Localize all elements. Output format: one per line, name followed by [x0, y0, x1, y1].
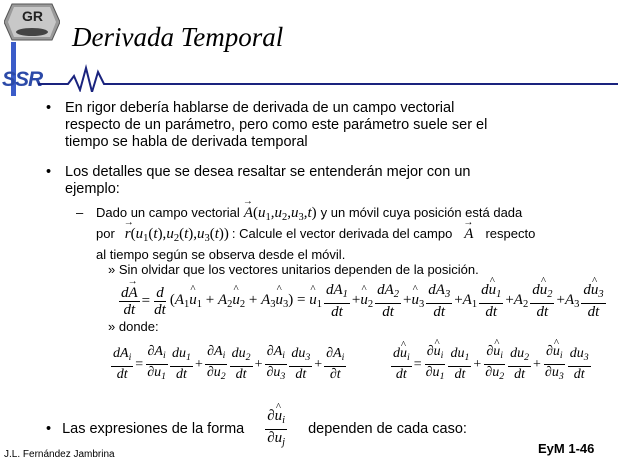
bullet-2-line: Los detalles que se desea resaltar se entenderán mejor con un — [65, 164, 471, 180]
field-symbol: → A — [464, 226, 473, 242]
bullet-3: • Las expresiones de la forma $\frac{\partial\^{} u_i}{\partial u_j}$ dependen de cada caso: — [46, 408, 467, 451]
position-expression: → $r(u_1(t),u_2(t),u_3(t))$ — [125, 226, 229, 247]
sub-line-2c: respecto — [485, 226, 536, 241]
page-title: Derivada Temporal — [72, 22, 284, 52]
note-2: » donde: — [108, 319, 159, 334]
bullet-1-line: respecto de un parámetro, pero como este parámetro suele ser el — [65, 117, 488, 133]
note-2-text: donde: — [118, 319, 159, 334]
bullet-2-line: ejemplo: — [65, 181, 120, 197]
bullet-1-line: En rigor debería hablarse de derivada de un campo vectorial — [65, 100, 455, 116]
bullet-1: • En rigor debería hablarse de derivada de un campo vectorial respecto de un parámetro, pero como este parámetro suele ser el tiempo se habla de derivada temporal — [46, 100, 488, 150]
footer-page: EyM 1-46 — [538, 441, 595, 456]
partial-expression: $\frac{\partial\^{} u_i}{\partial u_j}$ — [264, 408, 288, 451]
sub-line-3: al tiempo según se observa desde el móvil. — [96, 247, 346, 262]
sub-bullet: – Dado un campo vectorial → $A(u_1,u_2,u_3,t)$ y un móvil cuya posición está dada por → $r(u_1(t),u_2(t),u_3(t))$ : Calcule el vector derivada del campo → A respecto al tiempo según se observa desde el móvil. — [76, 205, 535, 263]
bullet-1-line: tiempo se habla de derivada temporal — [65, 134, 308, 150]
bullet-3-text-b: dependen de cada caso: — [308, 421, 467, 437]
field-expression: → $A(u_1,u_2,u_3,t)$ — [244, 205, 317, 226]
gr-logo-text: GR — [22, 8, 43, 24]
sub-line-2a: por — [96, 226, 115, 241]
bullet-3-text-a: Las expresiones de la forma — [62, 421, 245, 437]
equation-component-derivative: $\frac{dA_i}{dt}$ = $\frac{\partial A_i}{\partial u_1}$ $\frac{du_1}{dt}$ + $\frac{\partial A_i}{\partial u_2}$ $\frac{du_2}{dt}$ + $\frac{\partial A_i}{\partial u_3}$ $\frac{du_3}{dt}$ + $\frac{\partial A_i}{\partial t}$ — [113, 344, 345, 382]
footer-author: J.L. Fernández Jambrina — [4, 449, 115, 460]
title-rule-wave-icon — [38, 62, 618, 92]
ssr-logo-text: SSR — [2, 68, 43, 91]
sub-line-1a: Dado un campo vectorial — [96, 205, 240, 220]
equation-total-derivative: $\frac{d\to A}{dt}$ = $\frac{d}{dt}$ ($A_1\^{}$ $u_1$ + $A_2\^{}$ $u_2$ + $A_3\^{}$ $u_3$) = ^ $u_1$ $\frac{dA_1}{dt}$ +^ $u_2$ $\frac{dA_2}{dt}$ +^ $u_3$ $\frac{dA_3}{dt}$ $+A_1$ $\frac{d\^{} u_1}{dt}$ $+A_2$ $\frac{d\^{} u_2}{dt}$ $+A_3$ $\frac{d\^{} u_3}{dt}$ — [118, 282, 607, 320]
bullet-2: • Los detalles que se desea resaltar se entenderán mejor con un ejemplo: — [46, 164, 471, 197]
sub-line-1b: y un móvil cuya posición está dada — [320, 205, 523, 220]
sub-line-2b: : Calcule el vector derivada del campo — [231, 226, 453, 241]
note-1: » Sin olvidar que los vectores unitarios dependen de la posición. — [108, 262, 479, 277]
equation-unit-vector-derivative: $\frac{d\^{} u_i}{dt}$ = $\frac{\partial\^{} u_i}{\partial u_1}$ $\frac{du_1}{dt}$ + $\frac{\partial\^{} u_i}{\partial u_2}$ $\frac{du_2}{dt}$ + $\frac{\partial\^{} u_i}{\partial u_3}$ $\frac{du_3}{dt}$ — [390, 344, 592, 385]
gr-logo — [4, 2, 60, 42]
note-1-text: Sin olvidar que los vectores unitarios dependen de la posición. — [118, 262, 479, 277]
